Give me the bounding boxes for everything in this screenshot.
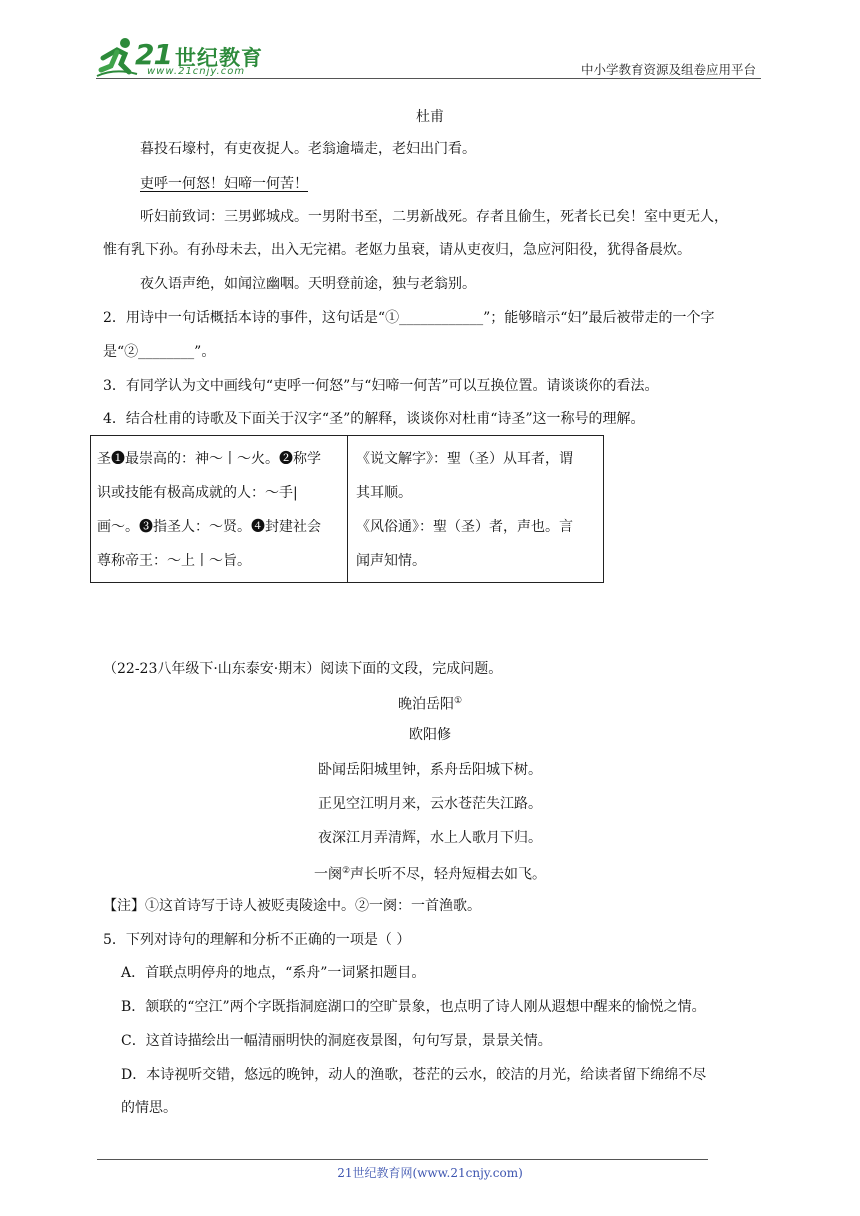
footer-link[interactable]: 21世纪教育网(www.21cnjy.com) xyxy=(337,1166,523,1180)
logo-name: 世纪教育 xyxy=(175,46,263,70)
poem1-line: 听妇前致词：三男邺城戍。一男附书至，二男新战死。存者且偷生，死者长已矣！室中更无人， xyxy=(140,209,728,225)
question-4: 4．结合杜甫的诗歌及下面关于汉字“圣”的解释，谈谈你对杜甫“诗圣”这一称号的理解。 xyxy=(103,411,645,427)
option-d-cont: 的情思。 xyxy=(121,1100,177,1116)
table-line: 圣❶最崇高的：神～丨～火。❷称学 xyxy=(97,451,321,467)
poem1-line: 惟有乳下孙。有孙母未去，出入无完裙。老妪力虽衰，请从吏夜归，急应河阳役，犹得备晨炊。 xyxy=(103,242,691,258)
poem2-note: 【注】①这首诗写于诗人被贬夷陵途中。②一阕：一首渔歌。 xyxy=(103,898,481,914)
header-divider xyxy=(96,78,761,79)
footnote-marker: ① xyxy=(453,696,463,706)
footnote-marker: ② xyxy=(341,866,351,876)
table-line: 其耳顺。 xyxy=(356,485,412,501)
logo-number: 21 xyxy=(135,38,172,71)
option-d: D．本诗视听交错，悠远的晚钟，动人的渔歌，苍茫的云水，皎洁的月光，给读者留下绵绵不尽 xyxy=(121,1067,707,1083)
question-2: 2．用诗中一句话概括本诗的事件，这句话是“①____________”；能够暗示“妇”最后被带走的一个字 xyxy=(103,310,715,326)
poem2-author: 欧阳修 xyxy=(409,727,451,743)
table-line: 《说文解字》：聖（圣）从耳者，谓 xyxy=(356,451,573,467)
question-5: 5．下列对诗句的理解和分析不正确的一项是（ ） xyxy=(103,932,411,948)
table-line: 画～。❸指圣人：～贤。❹封建社会 xyxy=(97,519,321,535)
option-b: B．颔联的“空江”两个字既指洞庭湖口的空旷景象，也点明了诗人刚从遐想中醒来的愉悦之情。 xyxy=(121,999,706,1015)
header-platform-text: 中小学教育资源及组卷应用平台 xyxy=(580,62,756,77)
table-right-cell xyxy=(356,442,573,578)
table-line: 《风俗通》：聖（圣）者，声也。言 xyxy=(356,519,573,535)
option-a: A．首联点明停舟的地点，“系舟”一词紧扣题目。 xyxy=(121,965,426,981)
logo-url: www.21cnjy.com xyxy=(147,66,246,77)
question-2-cont: 是“②________”。 xyxy=(103,344,216,360)
poem2-line: 卧闻岳阳城里钟，系舟岳阳城下树。 xyxy=(318,762,542,778)
poem1-line: 暮投石壕村，有吏夜捉人。老翁逾墙走，老妇出门看。 xyxy=(140,141,476,157)
section2-intro: （22-23八年级下·山东泰安·期末）阅读下面的文段，完成问题。 xyxy=(103,661,503,677)
runner-icon xyxy=(95,36,139,80)
poem2-title: 晚泊岳阳① xyxy=(397,696,463,713)
poem1-line: 夜久语声绝，如闻泣幽咽。天明登前途，独与老翁别。 xyxy=(140,276,476,292)
table-line: 尊称帝王：～上丨～旨。 xyxy=(97,553,251,569)
poem2-line: 一阕②声长听不尽，轻舟短楫去如飞。 xyxy=(313,866,547,883)
footer-divider xyxy=(97,1159,708,1160)
table-line: 识或技能有极高成就的人：～手| xyxy=(97,485,298,501)
site-logo xyxy=(95,36,265,82)
poem1-author: 杜甫 xyxy=(416,109,444,125)
question-3: 3．有同学认为文中画线句“吏呼一何怒”与“妇啼一何苦”可以互换位置。请谈谈你的看法。 xyxy=(103,378,659,394)
table-left-cell xyxy=(97,442,321,578)
poem2-line: 正见空江明月来，云水苍茫失江路。 xyxy=(318,796,542,812)
poem1-underlined-line: 吏呼一何怒！妇啼一何苦！ xyxy=(140,176,308,192)
table-divider xyxy=(347,435,348,583)
option-c: C．这首诗描绘出一幅清丽明快的洞庭夜景图，句句写景，景景关情。 xyxy=(121,1033,552,1049)
poem2-line: 夜深江月弄清辉，水上人歌月下归。 xyxy=(318,830,542,846)
table-line: 闻声知情。 xyxy=(356,553,426,569)
